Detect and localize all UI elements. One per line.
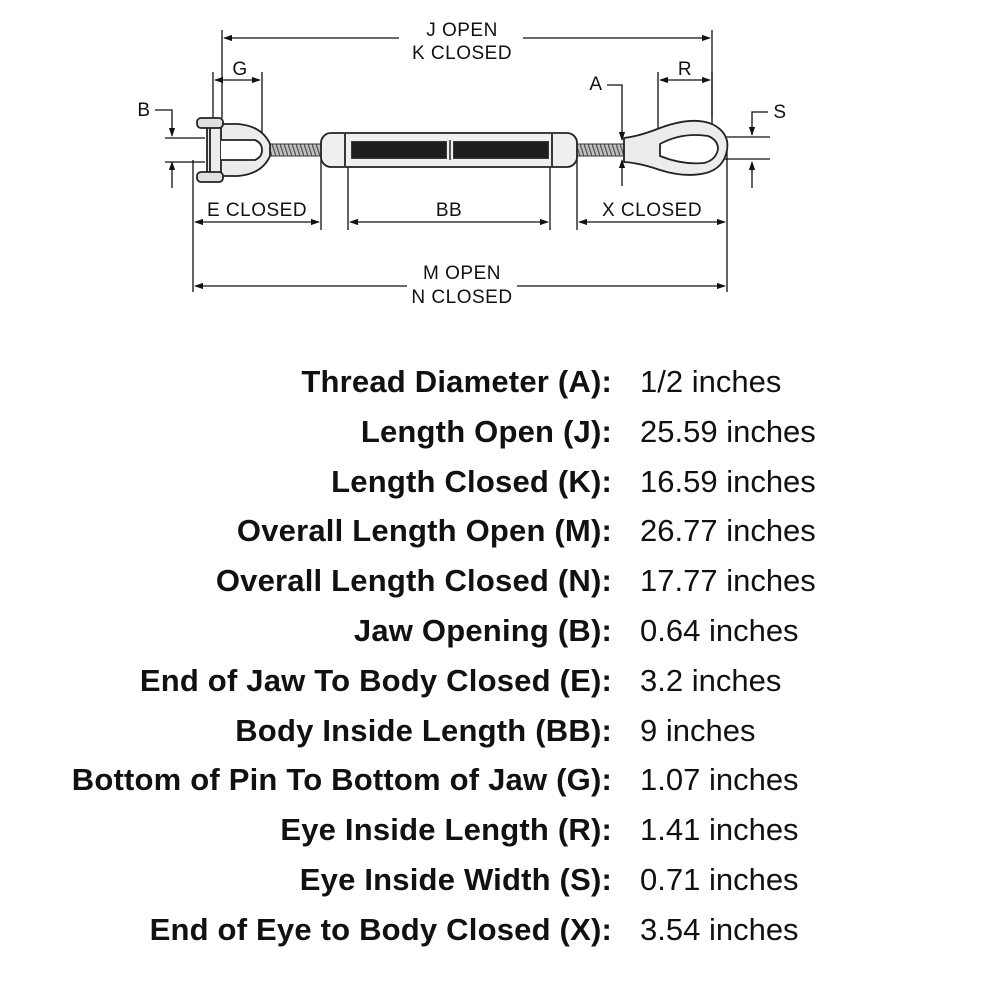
spec-label: Jaw Opening (B): [353, 612, 612, 648]
spec-value: 17.77 inches [640, 563, 816, 599]
label-b: B [137, 100, 151, 121]
label-m-open: M OPEN [423, 263, 501, 284]
label-s: S [773, 102, 787, 123]
jaw-end [197, 118, 270, 182]
label-k-closed: K CLOSED [411, 43, 513, 64]
spec-label: Length Closed (K): [331, 463, 612, 499]
label-x-closed: X CLOSED [601, 200, 703, 221]
spec-label: Bottom of Pin To Bottom of Jaw (G): [71, 762, 612, 798]
spec-row [0, 607, 1000, 657]
spec-row [0, 806, 1000, 856]
label-e-closed: E CLOSED [206, 200, 308, 221]
spec-value: 0.71 inches [640, 861, 799, 897]
spec-row [0, 707, 1000, 757]
spec-label: Thread Diameter (A): [301, 364, 612, 399]
spec-value: 1.07 inches [640, 762, 799, 798]
spec-label: End of Eye to Body Closed (X): [149, 911, 612, 947]
spec-row [0, 856, 1000, 906]
spec-value: 9 inches [640, 712, 756, 748]
spec-label: End of Jaw To Body Closed (E): [139, 662, 612, 698]
spec-table [0, 358, 1000, 956]
label-a: A [589, 74, 603, 95]
left-threaded-rod [268, 144, 324, 156]
spec-value: 26.77 inches [640, 513, 816, 549]
spec-row [0, 458, 1000, 508]
label-j-open: J OPEN [426, 20, 498, 41]
spec-row [0, 906, 1000, 956]
spec-value: 25.59 inches [640, 413, 816, 449]
spec-label: Length Open (J): [360, 413, 612, 449]
spec-label: Overall Length Open (M): [236, 513, 612, 549]
label-g: G [232, 59, 248, 80]
label-r: R [677, 59, 693, 80]
spec-label: Body Inside Length (BB): [235, 712, 612, 748]
spec-value: 0.64 inches [640, 612, 799, 648]
spec-value: 1.41 inches [640, 812, 799, 848]
spec-value: 16.59 inches [640, 463, 816, 499]
spec-row [0, 358, 1000, 408]
label-n-closed: N CLOSED [411, 287, 513, 308]
spec-row [0, 507, 1000, 557]
turnbuckle-diagram [0, 0, 1000, 350]
spec-row [0, 557, 1000, 607]
spec-label: Eye Inside Length (R): [280, 812, 612, 848]
spec-label: Overall Length Closed (N): [215, 563, 612, 599]
eye-end [624, 121, 727, 175]
spec-value: 3.54 inches [640, 911, 799, 947]
turnbuckle-body [321, 133, 577, 167]
spec-row [0, 408, 1000, 458]
spec-value: 3.2 inches [640, 662, 782, 698]
right-threaded-rod [574, 144, 626, 156]
spec-row [0, 657, 1000, 707]
spec-row [0, 756, 1000, 806]
label-bb: BB [435, 200, 463, 221]
spec-label: Eye Inside Width (S): [299, 861, 612, 897]
spec-value: 1/2 inches [640, 364, 782, 399]
